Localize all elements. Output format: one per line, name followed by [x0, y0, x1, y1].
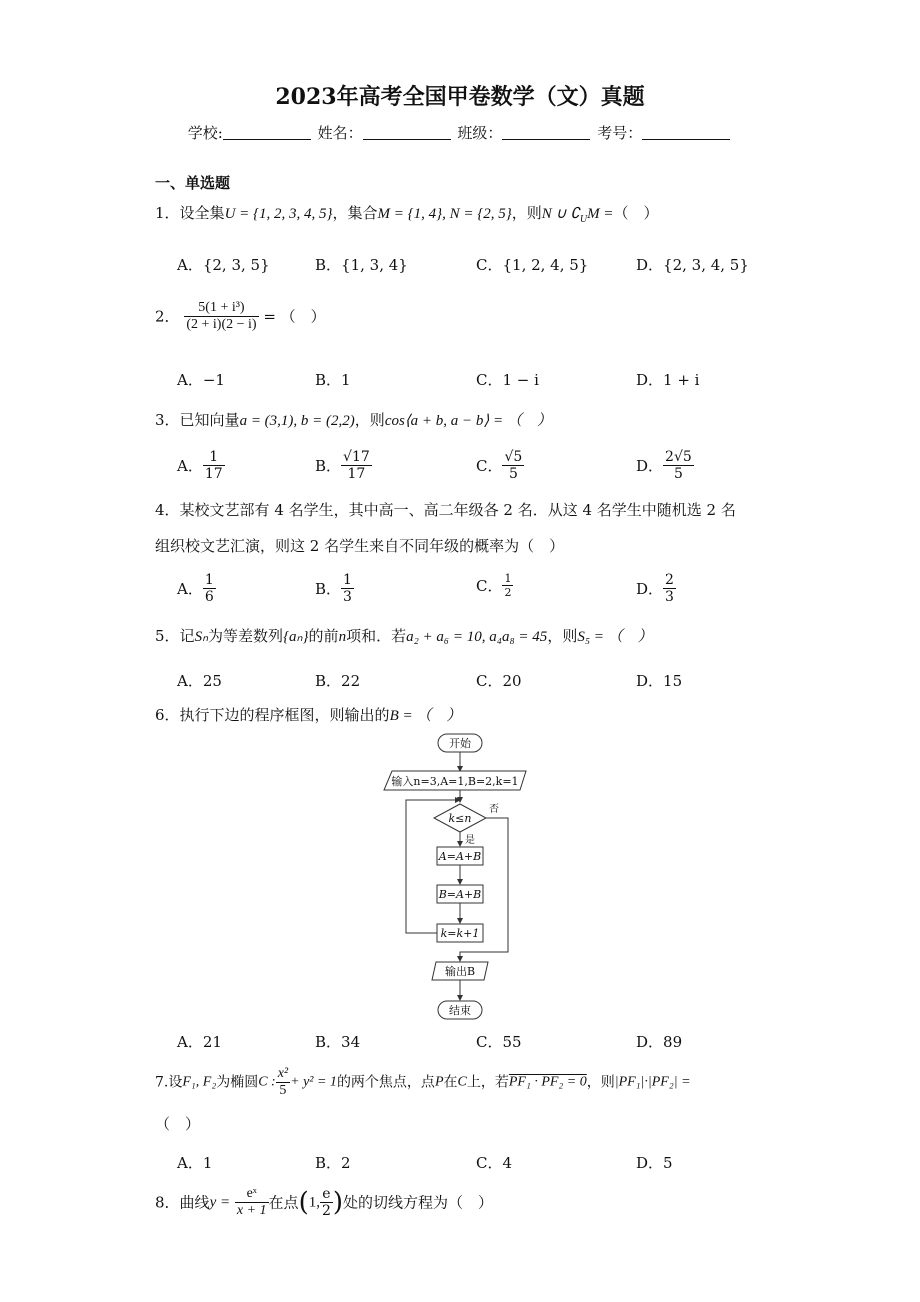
option-d[interactable]: D．{2, 3, 4, 5} [636, 256, 749, 274]
option-d[interactable] [636, 449, 694, 482]
option-a[interactable]: A．−1 [177, 371, 225, 389]
math-expr: F₁, F₂ [182, 1074, 217, 1090]
numerator: eˣ [235, 1186, 269, 1203]
option-label: A． [177, 457, 203, 475]
option-c[interactable]: C．20 [476, 672, 522, 690]
question-text: 为等差数列 [208, 627, 284, 645]
math-expr: |PF₁|·|PF₂| = [614, 1074, 691, 1090]
option-c[interactable]: C．1 − i [476, 371, 539, 389]
math-expr: N ∪ ∁ [541, 206, 580, 222]
option-label: B． [315, 457, 342, 475]
option-b[interactable]: B．{1, 3, 4} [315, 256, 408, 274]
flowchart [370, 728, 550, 1028]
denominator: (2 + i)(2 − i) [186, 317, 257, 332]
math-expr: PF₁ · PF₂ = 0 [508, 1074, 587, 1090]
math-expr: {aₙ} [283, 629, 309, 645]
question-number: 5． [155, 627, 180, 645]
option-label: D． [636, 457, 664, 475]
question-5 [155, 625, 653, 648]
question-number: 7. [155, 1074, 169, 1091]
option-d[interactable]: D．5 [636, 1154, 673, 1172]
exam-no-label: 考号： [597, 124, 643, 142]
option-b[interactable]: B．2 [315, 1154, 351, 1172]
numerator: e [320, 1186, 333, 1203]
option-label: A． [177, 580, 203, 598]
question-7-paren: （ ） [155, 1115, 201, 1133]
fraction [203, 449, 225, 482]
option-c[interactable]: C．55 [476, 1033, 522, 1051]
question-text: ，集合 [332, 204, 378, 222]
question-number: 2． [155, 307, 180, 326]
question-text: ，则 [586, 1074, 615, 1091]
math-expr: + y² = 1 [290, 1074, 337, 1090]
option-d[interactable]: D．1 + i [636, 371, 700, 389]
school-label: 学校: [187, 124, 223, 142]
option-c[interactable] [476, 572, 513, 599]
flow-end-label: 结束 [449, 1004, 471, 1017]
flow-no-label: 否 [489, 804, 499, 815]
math-expr: 1, [308, 1194, 320, 1211]
denominator: 6 [204, 589, 214, 605]
flow-condition-label: k≤n [448, 812, 472, 825]
denominator: 5 [279, 1083, 287, 1098]
denominator: 3 [343, 589, 352, 605]
question-1 [155, 202, 658, 231]
fraction [276, 1066, 290, 1099]
question-text: 执行下边的程序框图，则输出的 [179, 706, 390, 724]
question-number: 4． [155, 501, 180, 519]
question-4 [155, 499, 736, 521]
numerator: 1 [504, 572, 512, 585]
math-expr: M = [587, 206, 614, 222]
fraction [341, 572, 354, 605]
question-text: 处的切线方程为（ ） [343, 1193, 494, 1212]
right-paren: ) [332, 1187, 344, 1218]
option-b[interactable]: B．34 [315, 1033, 361, 1051]
question-number: 8． [155, 1193, 180, 1212]
denominator: 17 [347, 466, 366, 482]
fraction [663, 449, 694, 482]
class-label: 班级： [457, 124, 503, 142]
fraction [502, 572, 513, 599]
math-expr: a = (3,1), b = (2,2) [239, 413, 355, 429]
left-paren: ( [298, 1187, 309, 1218]
option-b[interactable] [315, 449, 372, 482]
flow-step-1-label: A=A+B [438, 850, 482, 863]
numerator: 2√5 [665, 449, 692, 465]
option-a[interactable]: A．25 [177, 672, 222, 690]
numerator: √5 [504, 449, 523, 465]
question-text: 在 [443, 1074, 458, 1091]
numerator: 1 [204, 572, 214, 588]
option-label: C． [476, 457, 503, 475]
fraction [235, 1186, 269, 1219]
denominator: 3 [665, 589, 674, 605]
flow-input-label: 输入n=3,A=1,B=2,k=1 [391, 775, 519, 788]
page-title: 2023年高考全国甲卷数学（文）真题 [275, 84, 645, 110]
math-expr: B = （ ） [389, 708, 462, 724]
math-subscript: U [579, 214, 588, 225]
option-c[interactable]: C．4 [476, 1154, 513, 1172]
math-expr: C [457, 1074, 467, 1090]
flow-output-label: 输出B [444, 965, 476, 978]
question-8 [155, 1186, 493, 1219]
question-number: 1． [155, 204, 180, 222]
numerator: 1 [203, 449, 225, 466]
exam-no-blank [642, 126, 730, 140]
answer-paren: （ ） [613, 204, 659, 222]
denominator: x + 1 [236, 1203, 267, 1218]
option-a[interactable] [177, 449, 225, 482]
name-label: 姓名： [317, 124, 363, 142]
math-expr: P [434, 1074, 444, 1090]
option-b[interactable] [315, 572, 354, 605]
fraction [502, 449, 524, 482]
option-d[interactable]: D．15 [636, 672, 683, 690]
question-text: 项和．若 [346, 627, 407, 645]
fraction [663, 572, 676, 605]
fraction [320, 1186, 333, 1219]
question-3 [155, 409, 552, 432]
question-2 [155, 300, 326, 333]
denominator: 17 [204, 466, 223, 482]
numerator: 1 [343, 572, 352, 588]
question-text: 已知向量 [179, 411, 240, 429]
option-a[interactable]: A．1 [177, 1154, 213, 1172]
question-number: 3． [155, 411, 180, 429]
math-expr: S₅ = （ ） [577, 629, 653, 645]
question-4-line-2: 组织校文艺汇演，则这 2 名学生来自不同年级的概率为（ ） [155, 537, 565, 555]
option-b[interactable]: B．1 [315, 371, 351, 389]
student-info-line [0, 122, 920, 143]
numerator: x² [277, 1066, 289, 1081]
denominator: 2 [321, 1203, 331, 1219]
question-7 [155, 1066, 691, 1099]
option-a[interactable] [177, 572, 216, 605]
math-expr: M = {1, 4}, N = {2, 5} [377, 206, 512, 222]
math-expr: y = [209, 1194, 231, 1211]
denominator: 5 [508, 466, 518, 482]
fraction [341, 449, 372, 482]
option-a[interactable]: A．{2, 3, 5} [177, 256, 270, 274]
option-d[interactable] [636, 572, 676, 605]
math-expr: cos⟨a + b, a − b⟩ = （ ） [384, 413, 552, 429]
flow-step-3-label: k=k+1 [440, 927, 480, 940]
math-expr: C : [258, 1074, 276, 1090]
name-blank [363, 126, 451, 140]
question-text: 设全集 [179, 204, 225, 222]
question-text: 某校文艺部有 4 名学生，其中高一、高二年级各 2 名．从这 4 名学生中随机选 2 名 [179, 501, 736, 519]
math-expr: Sₙ [194, 629, 209, 645]
question-text: 记 [179, 627, 195, 645]
option-c[interactable]: C．{1, 2, 4, 5} [476, 256, 589, 274]
question-number: 6． [155, 706, 180, 724]
denominator: 5 [673, 466, 683, 482]
option-a[interactable]: A．21 [177, 1033, 222, 1051]
option-d[interactable]: D．89 [636, 1033, 683, 1051]
math-expr: n [338, 629, 347, 645]
school-blank [223, 126, 311, 140]
fraction [203, 572, 216, 605]
answer-paren: = （ ） [263, 307, 326, 326]
flow-start-label: 开始 [449, 737, 471, 750]
question-text: 在点 [268, 1193, 299, 1212]
numerator: 5(1 + i³) [184, 300, 258, 317]
numerator: √17 [343, 449, 370, 465]
question-6 [155, 704, 461, 727]
question-text: 的两个焦点，点 [336, 1074, 435, 1091]
question-text: 曲线 [179, 1193, 210, 1212]
math-expr: U = {1, 2, 3, 4, 5} [224, 206, 333, 222]
option-c[interactable] [476, 449, 524, 482]
question-text: ，则 [511, 204, 542, 222]
math-expr: a₂ + a₆ = 10, a₄a₈ = 45 [406, 629, 548, 645]
option-b[interactable]: B．22 [315, 672, 361, 690]
question-text: ，则 [354, 411, 385, 429]
flow-yes-label: 是 [465, 835, 475, 846]
option-label: B． [315, 580, 342, 598]
section-heading: 一、单选题 [155, 174, 231, 192]
question-text: 的前 [308, 627, 339, 645]
question-text: 上，若 [466, 1074, 509, 1091]
flow-step-2-label: B=A+B [438, 888, 482, 901]
fraction [184, 300, 258, 333]
option-label: C． [476, 577, 503, 595]
class-blank [502, 126, 590, 140]
numerator: 2 [665, 572, 674, 588]
question-text: 设 [168, 1074, 183, 1091]
question-text: ，则 [547, 627, 578, 645]
question-text: 为椭圆 [216, 1074, 259, 1091]
denominator: 2 [504, 586, 512, 599]
option-label: D． [636, 580, 664, 598]
